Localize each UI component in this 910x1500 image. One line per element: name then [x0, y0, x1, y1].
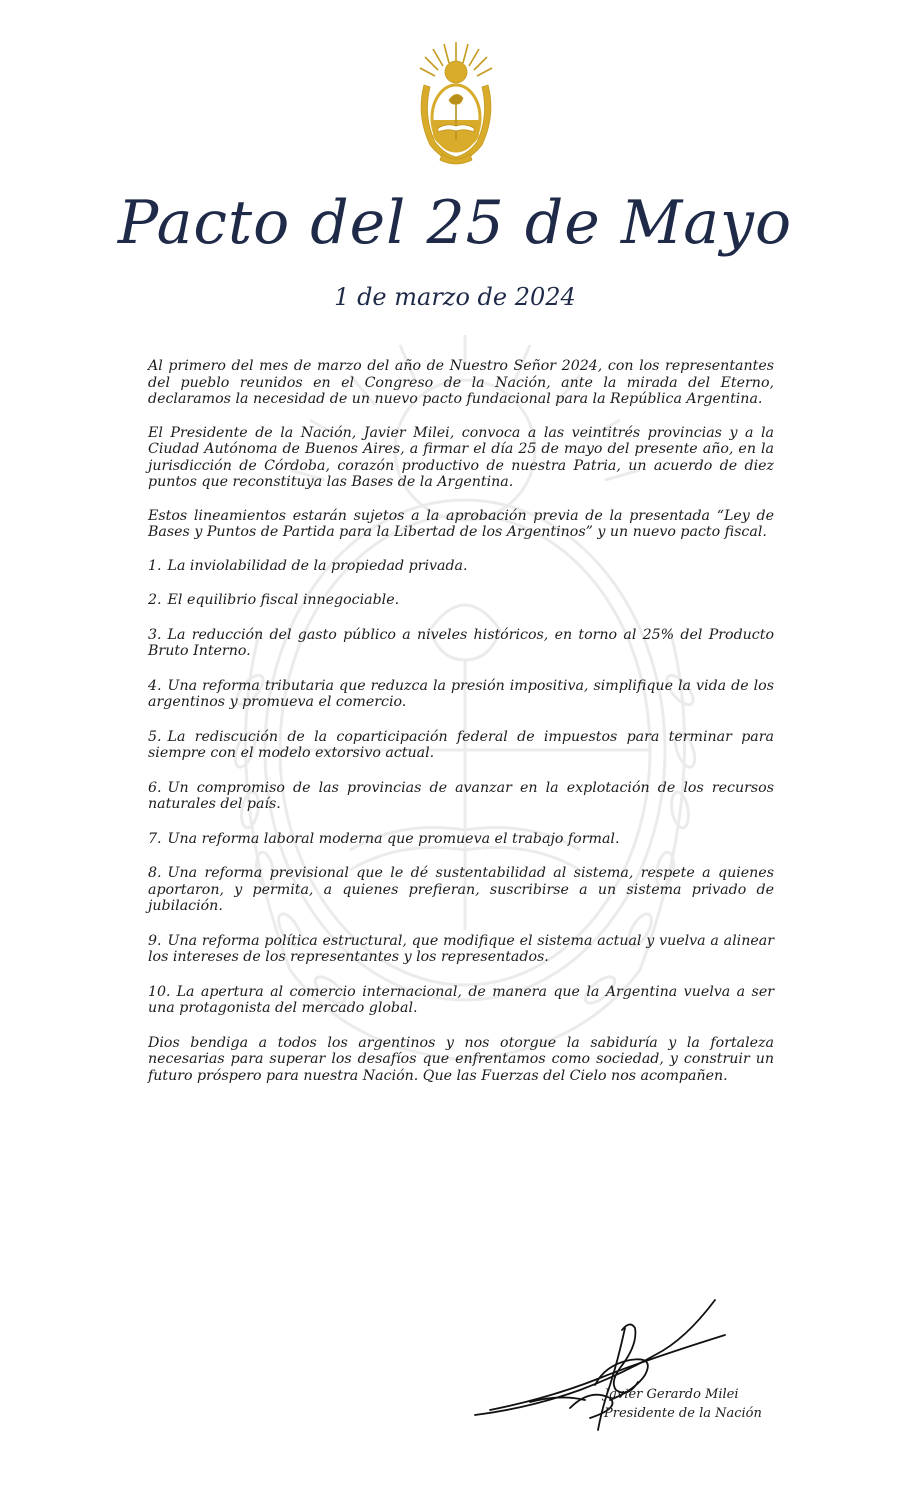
point-number: 3.	[148, 626, 162, 643]
document-body	[148, 358, 774, 1101]
point-text: El equilibrio fiscal innegociable.	[167, 592, 400, 608]
point-text: Un compromiso de las provincias de avanzar en la explotación de los recursos naturales del país.	[148, 779, 774, 812]
point-number: 1.	[148, 557, 162, 574]
document-title: Pacto del 25 de Mayo	[117, 188, 793, 258]
point-text: Una reforma política estructural, que modifique el sistema actual y vuelva a alinear los intereses de los representantes y los representados.	[148, 932, 774, 965]
point-item	[148, 592, 774, 609]
point-text: La inviolabilidad de la propiedad privada.	[167, 557, 468, 574]
point-item	[148, 729, 774, 762]
points-list	[148, 558, 774, 1017]
point-number: 2.	[148, 592, 162, 608]
signatory-name: Javier Gerardo Milei	[604, 1387, 739, 1402]
point-item	[148, 933, 774, 966]
closing-paragraph: Dios bendiga a todos los argentinos y nos otorgue la sabiduría y la fortaleza necesarias para superar los desafíos que enfrentamos como sociedad, y construir un futuro próspero para nuestra Nación. Que las Fuerzas del Cielo nos acompañen.	[148, 1034, 774, 1084]
point-number: 5.	[148, 728, 162, 745]
point-text: Una reforma laboral moderna que promueva el trabajo formal.	[167, 830, 620, 847]
coat-of-arms-of-argentina-icon	[416, 40, 496, 170]
point-item	[148, 558, 774, 575]
point-number: 10.	[148, 983, 171, 1000]
intro-paragraph-2: El Presidente de la Nación, Javier Milei, convoca a las veintitrés provincias y a la Ciudad Autónoma de Buenos Aires, a firmar el día 25 de mayo del presente año, en la jurisdicción de Córdoba, corazón productivo de nuestra Patria, un acuerdo de diez puntos que reconstituya las Bases de la Argentina.	[148, 424, 774, 490]
point-number: 6.	[148, 779, 162, 796]
point-item	[148, 627, 774, 660]
point-item	[148, 831, 774, 848]
signatory-role: Presidente de la Nación	[604, 1406, 762, 1421]
point-item	[148, 780, 774, 813]
document-date: 1 de marzo de 2024	[334, 283, 576, 311]
point-item	[148, 984, 774, 1017]
point-text: La apertura al comercio internacional, de manera que la Argentina vuelva a ser una protagonista del mercado global.	[148, 983, 774, 1016]
point-text: Una reforma previsional que le dé sustentabilidad al sistema, respete a quienes aportaron, y permita, a quienes prefieran, suscribirse a un sistema privado de jubilación.	[148, 865, 774, 914]
point-text: Una reforma tributaria que reduzca la presión impositiva, simplifique la vida de los argentinos y promueva el comercio.	[148, 677, 774, 710]
intro-paragraph-1: Al primero del mes de marzo del año de Nuestro Señor 2024, con los representantes del pueblo reunidos en el Congreso de la Nación, ante la mirada del Eterno, declaramos la necesidad de un nuevo pacto fundacional para la República Argentina.	[148, 358, 774, 407]
point-number: 4.	[148, 677, 162, 694]
point-number: 9.	[148, 932, 162, 949]
point-item	[148, 865, 774, 915]
point-text: La rediscución de la coparticipación federal de impuestos para terminar para siempre con el modelo extorsivo actual.	[148, 728, 774, 761]
point-number: 8.	[148, 865, 162, 881]
point-text: La reducción del gasto público a niveles históricos, en torno al 25% del Producto Bruto Interno.	[148, 626, 774, 659]
point-item	[148, 678, 774, 711]
signatory	[604, 1385, 762, 1423]
point-number: 7.	[148, 830, 162, 847]
intro-paragraph-3: Estos lineamientos estarán sujetos a la aprobación previa de la presentada “Ley de Bases y Puntos de Partida para la Libertad de los Argentinos” y un nuevo pacto fiscal.	[148, 507, 774, 540]
